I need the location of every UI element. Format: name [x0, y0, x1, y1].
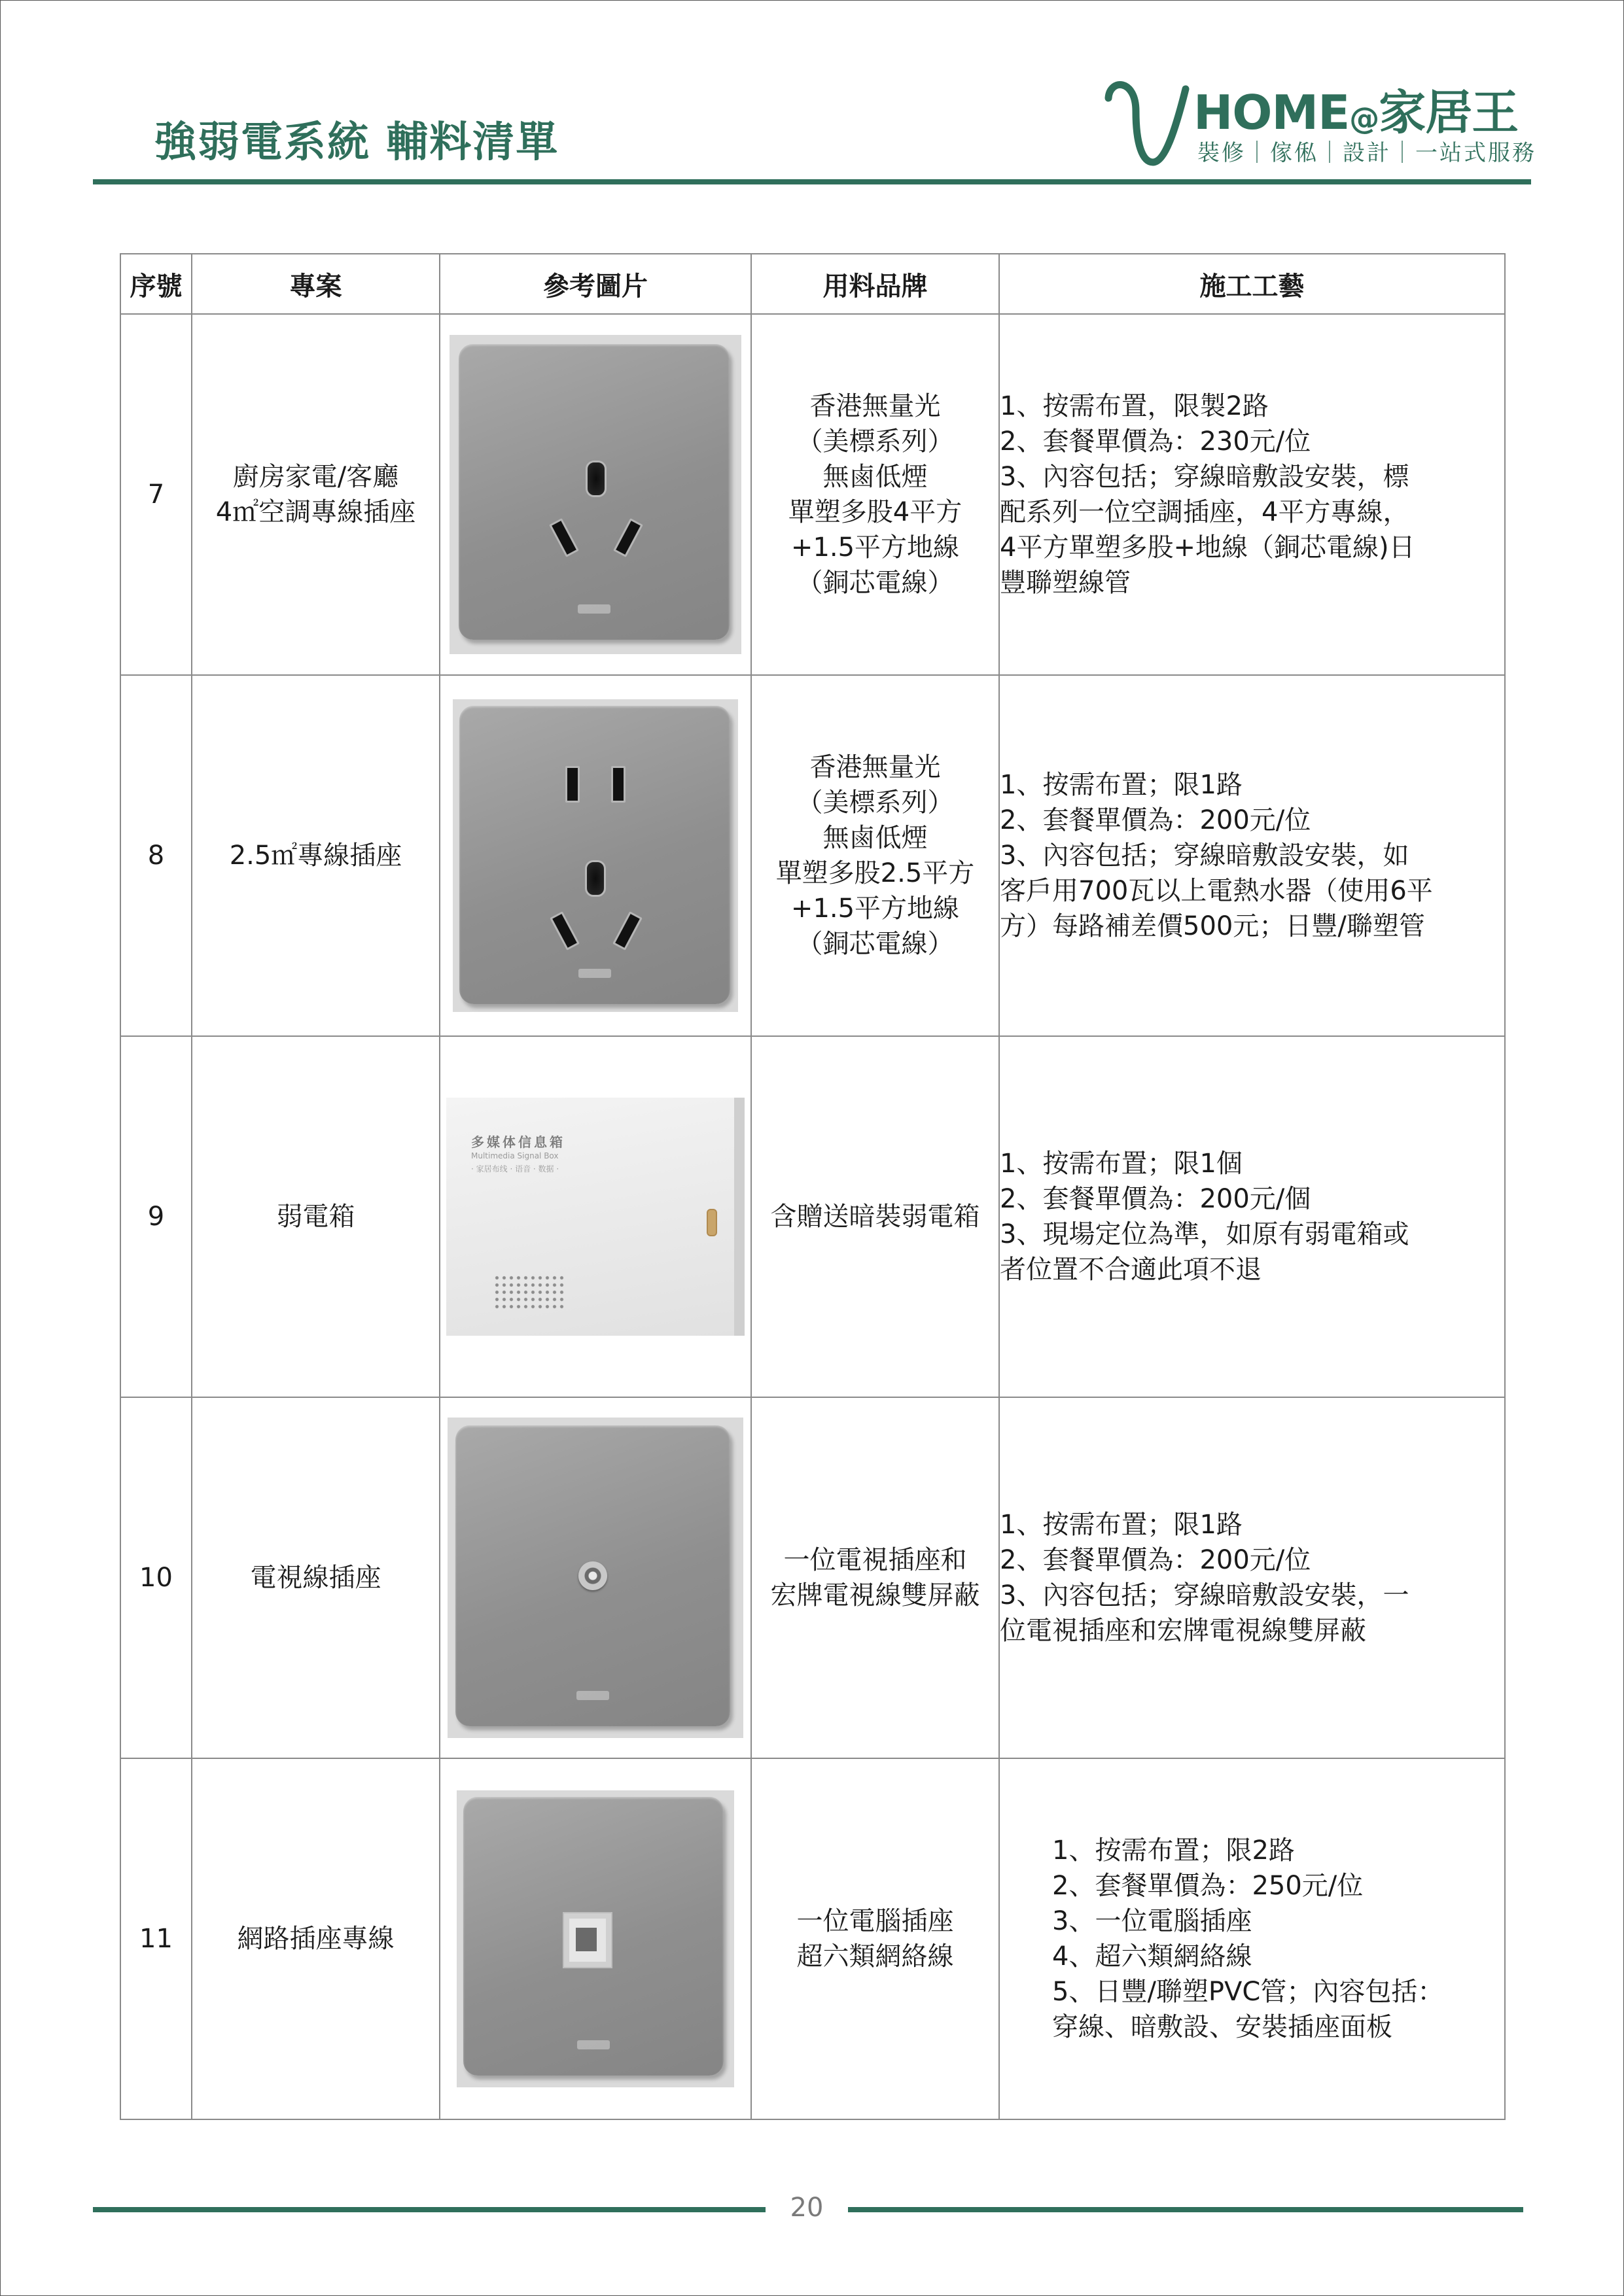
- craft-line: 3、內容包括；穿線暗敷設安裝，如: [1000, 841, 1409, 871]
- brand-logo: [1097, 72, 1542, 170]
- craft-line: 者位置不合適此項不退: [1000, 1255, 1262, 1285]
- craft-line: 4、超六類網絡線: [1052, 1941, 1252, 1972]
- item-line: 廚房家電/客廳: [232, 462, 399, 492]
- table-row: [120, 1758, 1505, 2119]
- craft-line: 3、內容包括；穿線暗敷設安裝，標: [1000, 462, 1409, 492]
- craft-line: 2、套餐單價為：200元/個: [1000, 1184, 1311, 1214]
- brand-line: +1.5平方地線: [790, 532, 960, 563]
- table-row: [120, 1397, 1505, 1758]
- brand-line: （美標系列）: [796, 426, 954, 457]
- logo-swoosh-icon: [1097, 72, 1195, 170]
- table-row: [120, 675, 1505, 1036]
- brand-line: 宏牌電視線雙屏蔽: [770, 1580, 980, 1610]
- header-item: 專案: [192, 254, 440, 314]
- box-subtitle-text: · 家居布线 · 语音 · 数据 ·: [471, 1164, 559, 1174]
- page-title: 強弱電系統 輔料清單: [154, 118, 559, 167]
- row-item: [192, 675, 440, 1036]
- craft-line: 豐聯塑線管: [1000, 568, 1131, 598]
- row-brand: [751, 314, 999, 675]
- row-brand: [751, 675, 999, 1036]
- header-index: 序號: [120, 254, 192, 314]
- craft-line: 4平方單塑多股+地線（銅芯電線)日: [1000, 532, 1415, 563]
- header-brand: 用料品牌: [751, 254, 999, 314]
- row-craft: [999, 314, 1505, 675]
- craft-line: 1、按需布置；限1個: [1000, 1149, 1243, 1179]
- brand-line: 無鹵低煙: [822, 823, 928, 853]
- craft-line: 1、按需布置，限製2路: [1000, 391, 1269, 421]
- craft-line: 1、按需布置；限1路: [1000, 770, 1243, 800]
- brand-line: （美標系列）: [796, 788, 954, 818]
- craft-line: 配系列一位空調插座，4平方專線，: [1000, 497, 1409, 527]
- row-craft: [999, 1036, 1505, 1397]
- item-line: 弱電箱: [276, 1202, 355, 1232]
- brand-line: 一位電視插座和: [783, 1545, 967, 1575]
- box-title-text: 多媒体信息箱: [471, 1134, 565, 1150]
- item-line: 2.5㎡專線插座: [229, 841, 402, 871]
- table-row: [120, 1036, 1505, 1397]
- row-image: [440, 1397, 751, 1758]
- item-line: 4㎡空調專線插座: [215, 497, 416, 527]
- row-image: [440, 675, 751, 1036]
- row-index: 8: [120, 675, 192, 1036]
- craft-line: 3、內容包括；穿線暗敷設安裝，一: [1000, 1580, 1409, 1610]
- craft-line: 客戶用700瓦以上電熱水器（使用6平: [1000, 876, 1433, 906]
- row-index: 11: [120, 1758, 192, 2119]
- logo-wordmark: [1193, 75, 1518, 143]
- craft-line: 3、現場定位為準，如原有弱電箱或: [1000, 1219, 1409, 1249]
- box-subtitle-text: Multimedia Signal Box: [471, 1151, 559, 1160]
- brand-line: +1.5平方地線: [790, 894, 960, 924]
- table-header-row: [120, 254, 1505, 314]
- brand-line: 無鹵低煙: [822, 462, 928, 492]
- row-brand: [751, 1758, 999, 2119]
- craft-line: 2、套餐單價為：230元/位: [1000, 426, 1311, 457]
- row-craft: [999, 675, 1505, 1036]
- tv-socket-image: [448, 1418, 743, 1738]
- three-pin-socket-image: [450, 335, 741, 654]
- row-index: 9: [120, 1036, 192, 1397]
- row-image: [440, 1758, 751, 2119]
- network-socket-image: [457, 1790, 734, 2087]
- brand-line: （銅芯電線）: [796, 568, 954, 598]
- item-line: 網路插座專線: [237, 1924, 395, 1954]
- logo-at-text: @: [1349, 101, 1379, 136]
- brand-line: 單塑多股4平方: [788, 497, 962, 527]
- craft-line: 5、日豐/聯塑PVC管；內容包括：: [1052, 1977, 1444, 2007]
- table-row: [120, 314, 1505, 675]
- row-brand: [751, 1036, 999, 1397]
- brand-line: 香港無量光: [809, 752, 941, 782]
- craft-line: 2、套餐單價為：250元/位: [1052, 1871, 1364, 1901]
- logo-tagline: 裝修｜傢俬｜設計｜一站式服務: [1197, 140, 1536, 166]
- page-number: 20: [790, 2193, 824, 2223]
- five-hole-socket-image: [453, 699, 738, 1012]
- craft-line: 1、按需布置；限2路: [1052, 1835, 1295, 1866]
- box-handle: [707, 1209, 717, 1236]
- craft-line: 2、套餐單價為：200元/位: [1000, 1545, 1311, 1575]
- craft-line: 位電視插座和宏牌電視線雙屏蔽: [1000, 1616, 1366, 1646]
- row-item: [192, 314, 440, 675]
- multimedia-box-image: [446, 1098, 745, 1336]
- brand-line: 超六類網絡線: [796, 1941, 954, 1972]
- row-craft: [999, 1758, 1505, 2119]
- header-craft: 施工工藝: [999, 254, 1505, 314]
- row-craft: [999, 1397, 1505, 1758]
- row-image: [440, 314, 751, 675]
- footer-divider-right: [848, 2207, 1523, 2212]
- brand-line: 含贈送暗裝弱電箱: [770, 1202, 980, 1232]
- row-index: 10: [120, 1397, 192, 1758]
- row-item: [192, 1036, 440, 1397]
- row-brand: [751, 1397, 999, 1758]
- craft-line: 1、按需布置；限1路: [1000, 1510, 1243, 1540]
- brand-line: 單塑多股2.5平方: [775, 858, 975, 888]
- logo-brand-text: 家居王: [1379, 85, 1519, 140]
- craft-line: 方）每路補差價500元；日豐/聯塑管: [1000, 911, 1425, 941]
- materials-table: [120, 253, 1506, 2120]
- brand-line: 一位電腦插座: [796, 1906, 954, 1936]
- header-image: 參考圖片: [440, 254, 751, 314]
- craft-line: 穿線、暗敷設、安裝插座面板: [1052, 2012, 1392, 2042]
- craft-line: 3、一位電腦插座: [1052, 1906, 1252, 1936]
- row-item: [192, 1397, 440, 1758]
- row-item: [192, 1758, 440, 2119]
- logo-home-text: HOME: [1193, 85, 1350, 140]
- header-divider: [93, 179, 1531, 184]
- vent-holes: [493, 1274, 565, 1310]
- footer-divider-left: [93, 2207, 766, 2212]
- craft-line: 2、套餐單價為：200元/位: [1000, 805, 1311, 835]
- brand-line: 香港無量光: [809, 391, 941, 421]
- row-image: [440, 1036, 751, 1397]
- item-line: 電視線插座: [250, 1563, 381, 1593]
- brand-line: （銅芯電線）: [796, 929, 954, 959]
- row-index: 7: [120, 314, 192, 675]
